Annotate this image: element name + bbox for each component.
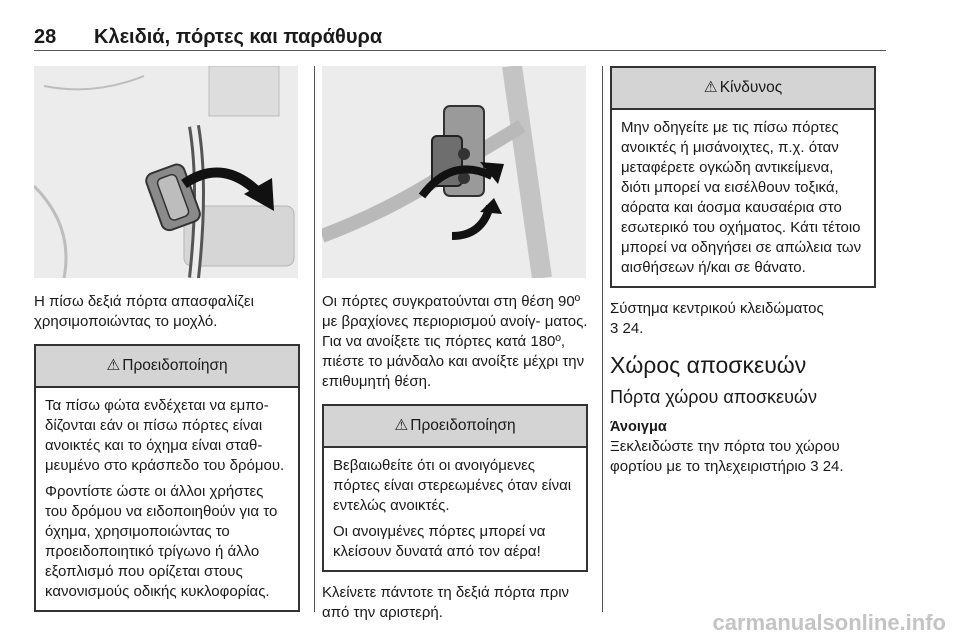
body-text: Κλείνετε πάντοτε τη δεξιά πόρτα πριν από την αριστερή. <box>322 584 570 621</box>
column-2 <box>322 66 588 623</box>
warning-text: Φροντίστε ώστε οι άλλοι χρήστες του δρόμου να ειδοποιηθούν για το όχημα, χρησιμοποιώντας το προειδοποιητικό τρίγωνο ή άλλο εξοπλισμό που ορίζεται στους κανονισμούς οδικής κυκλοφορίας. <box>45 483 278 600</box>
paragraph-heading: Άνοιγμα <box>610 419 667 435</box>
warning-text: Οι ανοιγμένες πόρτες μπορεί να κλείσουν δυνατά από τον αέρα! <box>333 523 546 560</box>
central-locking-text: Σύστημα κεντρικού κλειδώματος <box>610 300 824 317</box>
warning-title-text: Προειδοποίηση <box>410 417 516 434</box>
watermark-logo: carmanualsonline.info <box>712 610 946 635</box>
danger-title-text: Κίνδυνος <box>719 79 783 96</box>
door-lever-illustration <box>34 66 298 278</box>
danger-box <box>610 66 876 288</box>
column-1 <box>34 66 300 612</box>
header-divider <box>34 50 886 51</box>
warning-text: Βεβαιωθείτε ότι οι ανοιγόμενες πόρτες είναι στερεωμένες όταν είναι εντελώς ανοικτές. <box>333 457 572 514</box>
page-header <box>34 26 382 49</box>
warning-title-1 <box>36 346 298 388</box>
opening-text: Ξεκλειδώστε την πόρτα του χώρου φορτίου με το τηλεχειριστήριο 3 24. <box>610 438 844 475</box>
warning-triangle-icon: ⚠ <box>394 417 409 434</box>
danger-text: Μην οδηγείτε με τις πίσω πόρτες ανοικτές ή μισάνοιχτες, π.χ. όταν μεταφέρετε ογκώδη αντικείμενα, διότι μπορεί να εισέλθουν τοξικά, αόρατα και άοσμα καυσαέρια στο εσωτερικό του οχήματος. Κάτι τέτοιο μπορεί να οδηγήσει σε απώλεια των αισθήσεων ή/και σε θάνατο. <box>621 119 862 276</box>
warning-title-2 <box>324 406 586 448</box>
column-divider-1 <box>314 66 315 612</box>
warning-box-2 <box>322 404 588 572</box>
page-title: Κλειδιά, πόρτες και παράθυρα <box>94 26 383 48</box>
danger-title <box>612 68 874 110</box>
page-number: 28 <box>34 26 57 48</box>
figure-caption-2: Οι πόρτες συγκρατούνται στη θέση 90º με βραχίονες περιορισμού ανοίγ- ματος. Για να ανοίξετε τις πόρτες κατά 180º, πιέστε το μάνδαλο και ανοίξτε μέχρι την επιθυμητή θέση. <box>322 293 588 390</box>
warning-title-text: Προειδοποίηση <box>122 357 228 374</box>
column-divider-2 <box>602 66 603 612</box>
warning-triangle-icon: ⚠ <box>106 357 121 374</box>
column-3 <box>610 66 876 477</box>
figure-caption-1: Η πίσω δεξιά πόρτα απασφαλίζει χρησιμοποιώντας το μοχλό. <box>34 293 254 330</box>
subsection-heading: Πόρτα χώρου αποσκευών <box>610 387 817 407</box>
danger-triangle-icon: ⚠ <box>703 79 718 96</box>
central-locking-reference-link[interactable]: 3 24. <box>610 320 644 337</box>
warning-text: Τα πίσω φώτα ενδέχεται να εμπο- δίζονται εάν οι πίσω πόρτες είναι ανοικτές και το όχημα είναι σταθ- μευμένο στο κράσπεδο του δρόμου. <box>45 397 285 474</box>
warning-box-1 <box>34 344 300 612</box>
section-heading: Χώρος αποσκευών <box>610 352 807 378</box>
door-hinge-illustration <box>322 66 586 278</box>
